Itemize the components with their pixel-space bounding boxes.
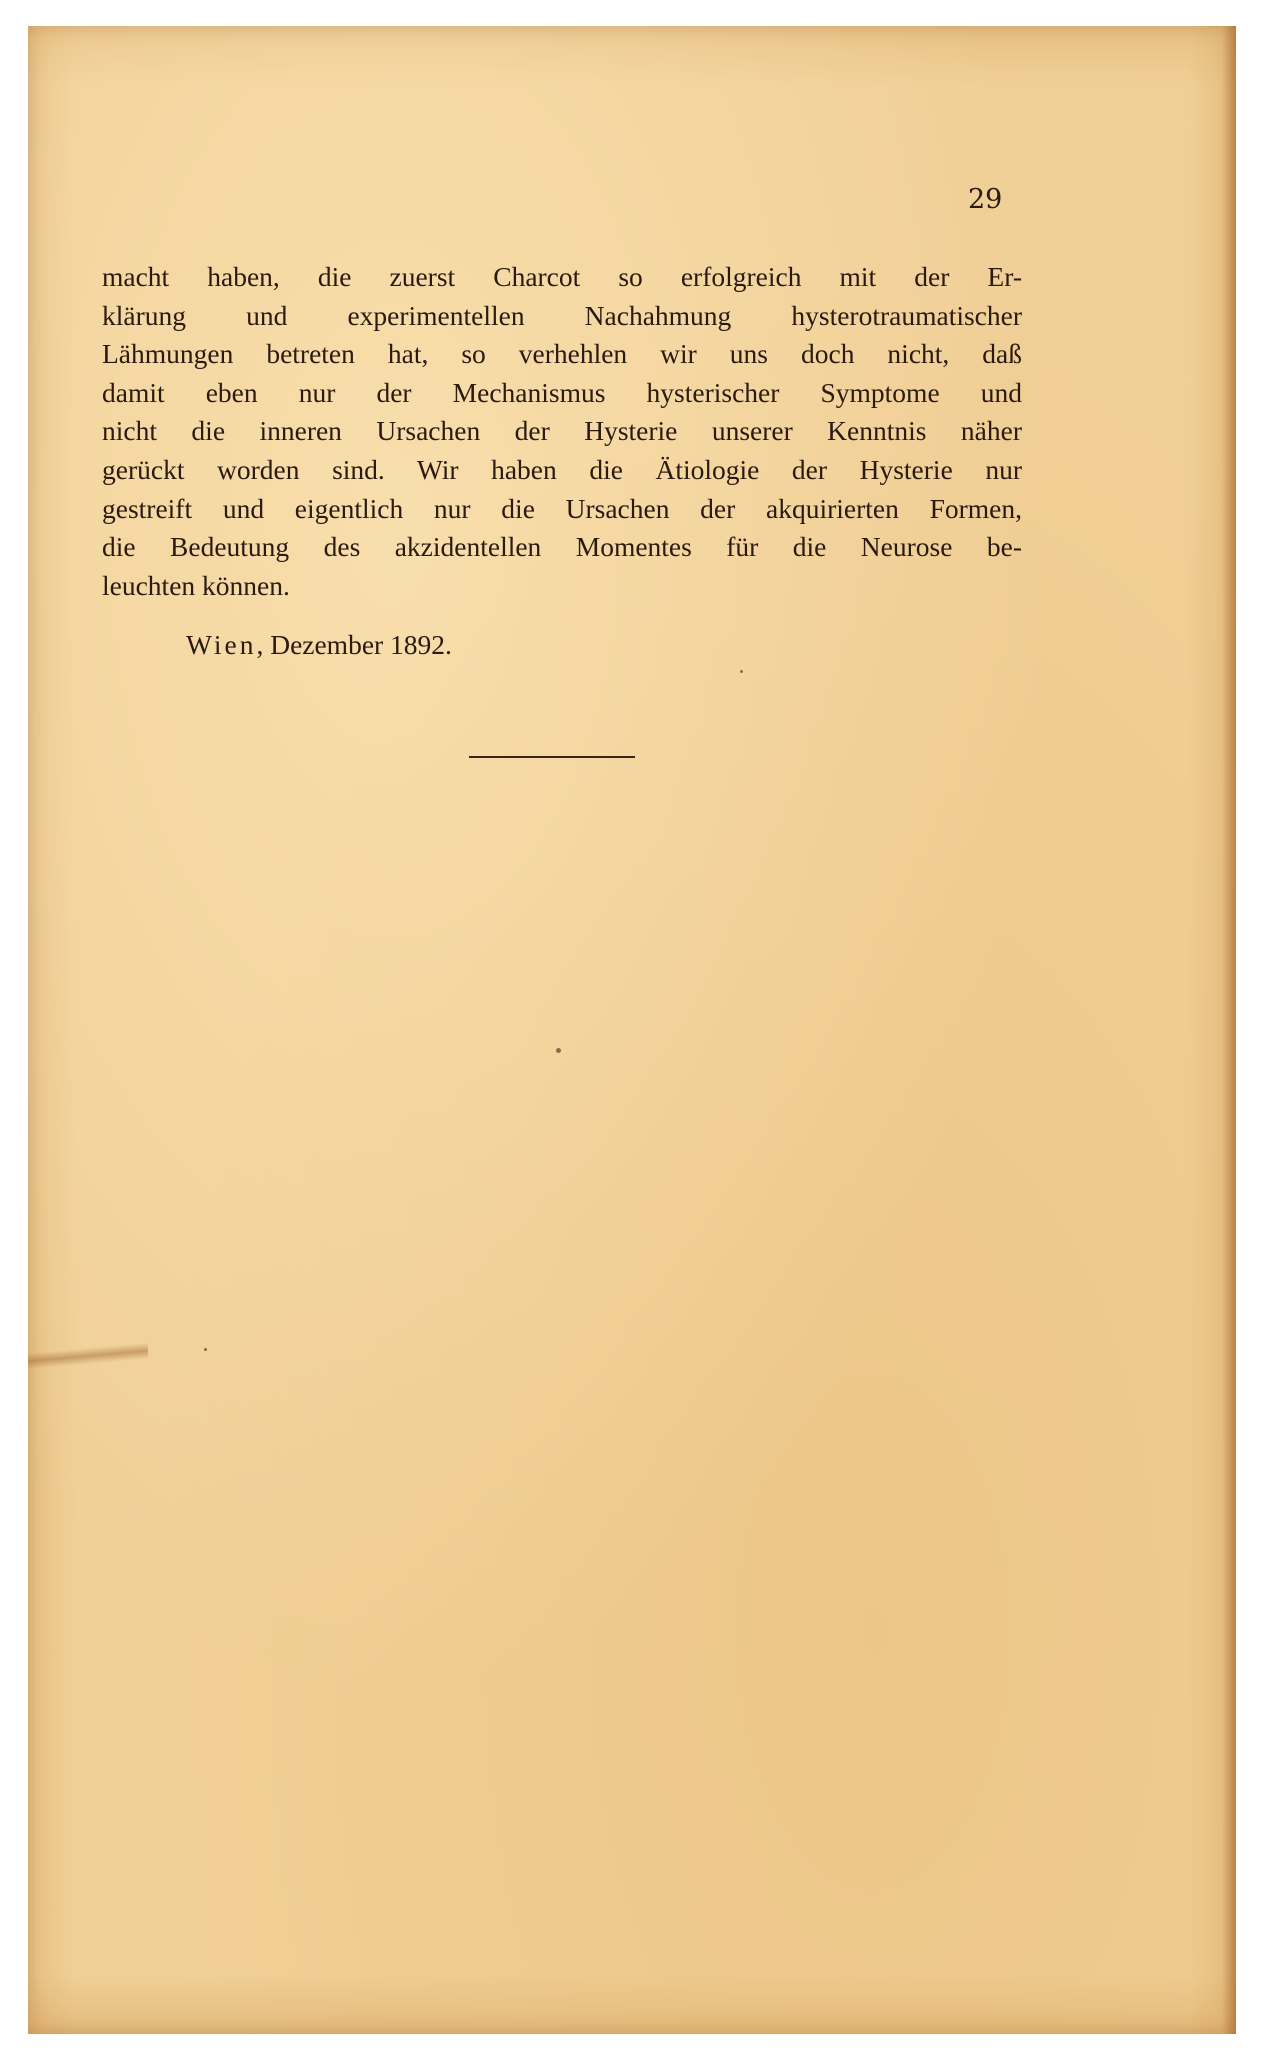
- text-line: leuchten können.: [102, 569, 290, 601]
- text-line: Lähmungen betreten hat, so verhehlen wir uns doch nicht, daß: [102, 338, 1022, 370]
- text-line: klärung und experimentellen Nachahmung hysterotraumatischer: [102, 299, 1022, 331]
- text-line: macht haben, die zuerst Charcot so erfolgreich mit der Er-: [102, 261, 1022, 292]
- text-line: die Bedeutung des akzidentellen Momentes für die Neurose be-: [102, 531, 1022, 563]
- section-end-rule: [469, 756, 635, 758]
- signature-place: Wien: [186, 629, 257, 660]
- signature-line: [186, 629, 452, 661]
- text-line: gestreift und eigentlich nur die Ursachen der akquirierten Formen,: [102, 492, 1022, 524]
- signature-date: , Dezember 1892.: [256, 629, 452, 660]
- text-line: gerückt worden sind. Wir haben die Ätiologie der Hysterie nur: [102, 453, 1022, 485]
- ink-speck: [204, 1348, 207, 1351]
- page-edge-shadow: [1222, 26, 1236, 2034]
- page-number: 29: [968, 184, 1003, 215]
- text-line: damit eben nur der Mechanismus hysterischer Symptome und: [102, 376, 1022, 408]
- body-paragraph: [102, 258, 1022, 605]
- scanned-page: [28, 26, 1236, 2034]
- paper-crease: [28, 1341, 148, 1371]
- text-line: nicht die inneren Ursachen der Hysterie unserer Kenntnis näher: [102, 415, 1022, 447]
- ink-speck: [740, 670, 743, 673]
- ink-speck: [556, 1048, 561, 1053]
